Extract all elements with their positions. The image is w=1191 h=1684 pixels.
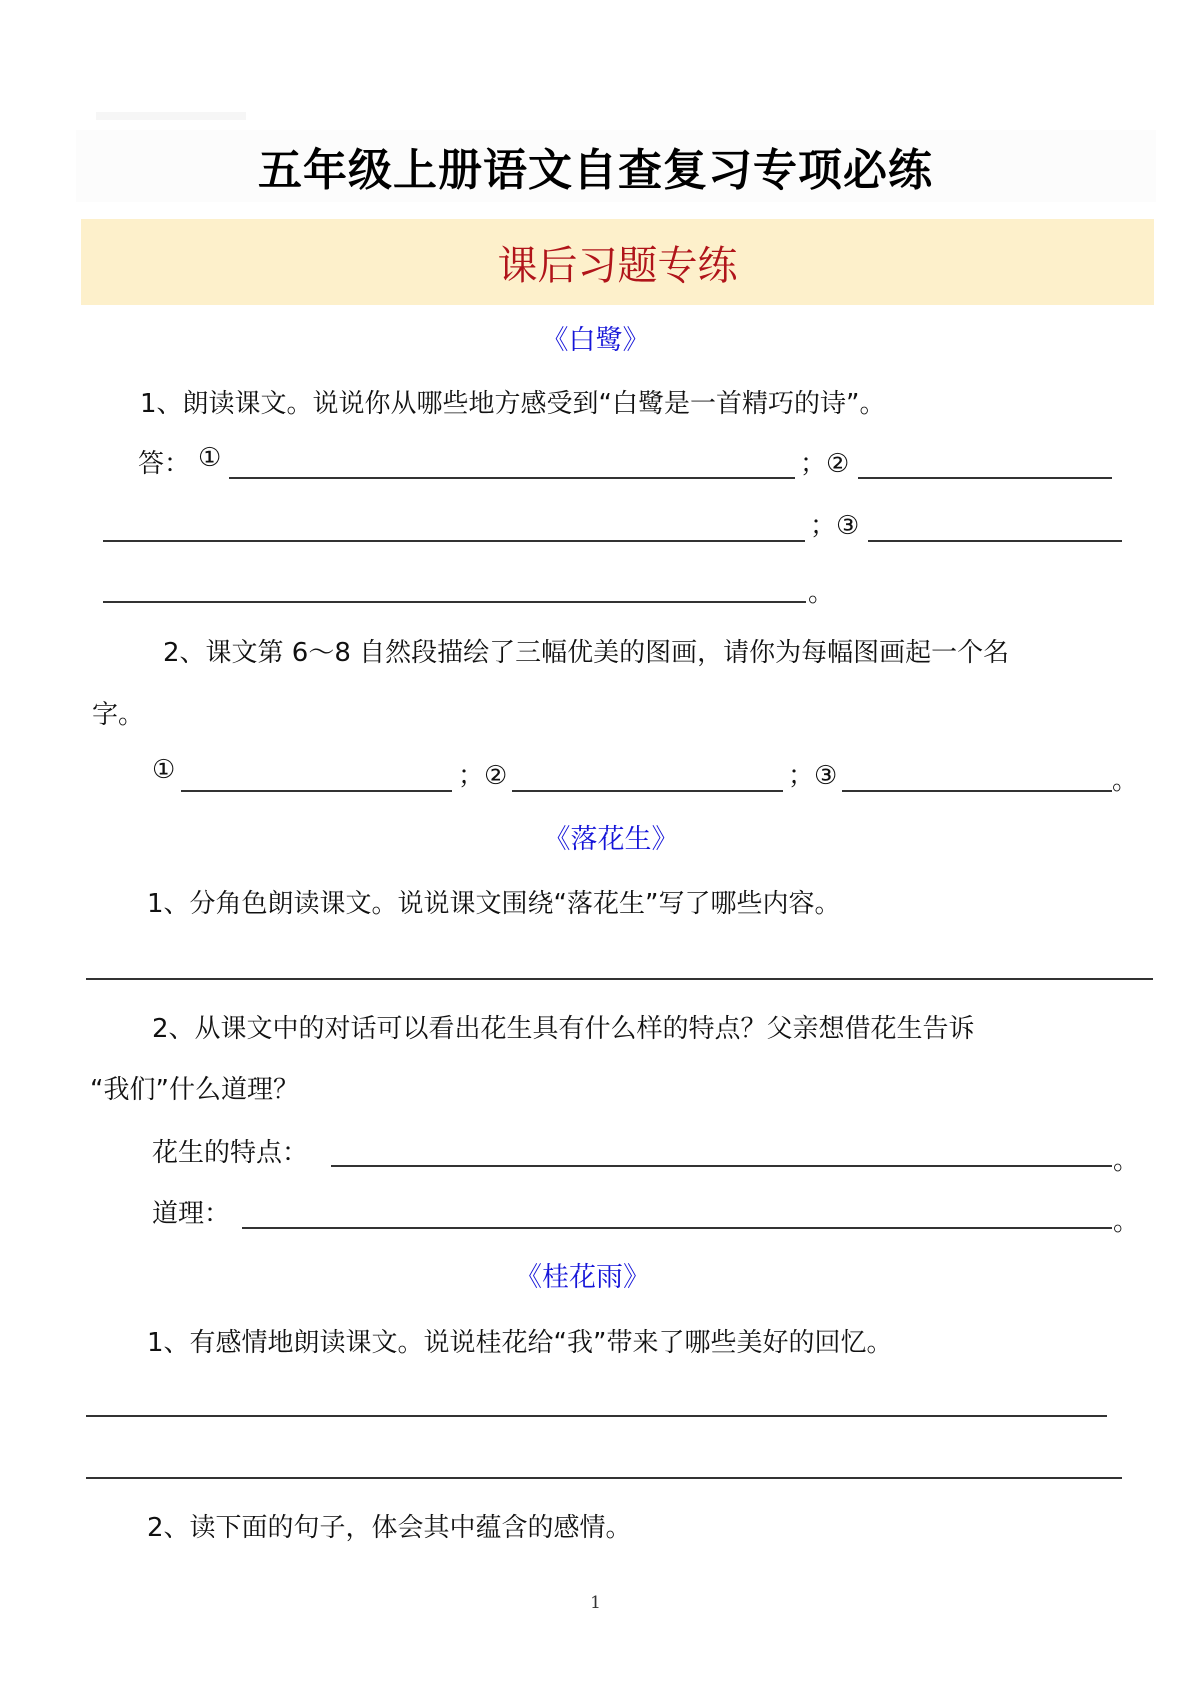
question-text: 1、分角色朗读课文。说说课文围绕“落花生”写了哪些内容。: [147, 889, 841, 919]
answer-blank-2[interactable]: [858, 477, 1112, 479]
marker-1: ①: [152, 755, 176, 785]
answer-blank-2-continued[interactable]: [103, 540, 805, 542]
reason-blank[interactable]: [242, 1227, 1112, 1229]
lesson-title-guihuayu: 《桂花雨》: [515, 1262, 650, 1293]
name-blank-2[interactable]: [512, 790, 783, 792]
question-text: 1、朗读课文。说说你从哪些地方感受到“白鹭是一首精巧的诗”。: [140, 389, 886, 419]
field-label-reason: 道理：: [152, 1199, 231, 1229]
question-text-continued: “我们”什么道理？: [90, 1075, 299, 1105]
section-banner-title: 课后习题专练: [497, 243, 738, 289]
question-text-continued: 字。: [92, 700, 145, 730]
lesson-title-luohuasheng: 《落花生》: [543, 824, 679, 855]
answer-line-1[interactable]: [86, 1415, 1107, 1417]
page-title: 五年级上册语文自查复习专项必练: [258, 145, 933, 196]
marker-2: ；②: [800, 449, 850, 479]
question-text: 2、课文第 6～8 自然段描绘了三幅优美的图画，请你为每幅图画起一个名: [163, 638, 1010, 668]
answer-line-2[interactable]: [86, 1477, 1122, 1479]
answer-blank-1[interactable]: [229, 477, 795, 479]
marker-3: ；③: [810, 511, 860, 541]
page-number: 1: [590, 1593, 601, 1613]
end-mark: 。: [808, 578, 835, 608]
name-blank-3[interactable]: [842, 790, 1112, 792]
question-text: 2、从课文中的对话可以看出花生具有什么样的特点？父亲想借花生告诉: [152, 1014, 975, 1044]
traits-blank[interactable]: [331, 1165, 1112, 1167]
question-text: 1、有感情地朗读课文。说说桂花给“我”带来了哪些美好的回忆。: [147, 1328, 893, 1358]
faint-header-mark: [96, 112, 246, 120]
name-blank-1[interactable]: [181, 790, 452, 792]
answer-blank-3-continued[interactable]: [103, 601, 806, 603]
field-label-traits: 花生的特点：: [152, 1138, 309, 1168]
answer-line[interactable]: [86, 978, 1153, 980]
marker-1: ①: [198, 443, 222, 473]
answer-label: 答：: [138, 449, 191, 479]
marker-2: ；②: [458, 761, 508, 791]
end-mark: 。: [1113, 1146, 1140, 1176]
marker-3: ；③: [788, 761, 838, 791]
end-mark: 。: [1113, 1207, 1140, 1237]
question-text: 2、读下面的句子，体会其中蕴含的感情。: [147, 1513, 632, 1543]
lesson-title-bailu: 《白鹭》: [541, 325, 650, 356]
end-mark: 。: [1112, 766, 1139, 796]
answer-blank-3[interactable]: [868, 540, 1122, 542]
